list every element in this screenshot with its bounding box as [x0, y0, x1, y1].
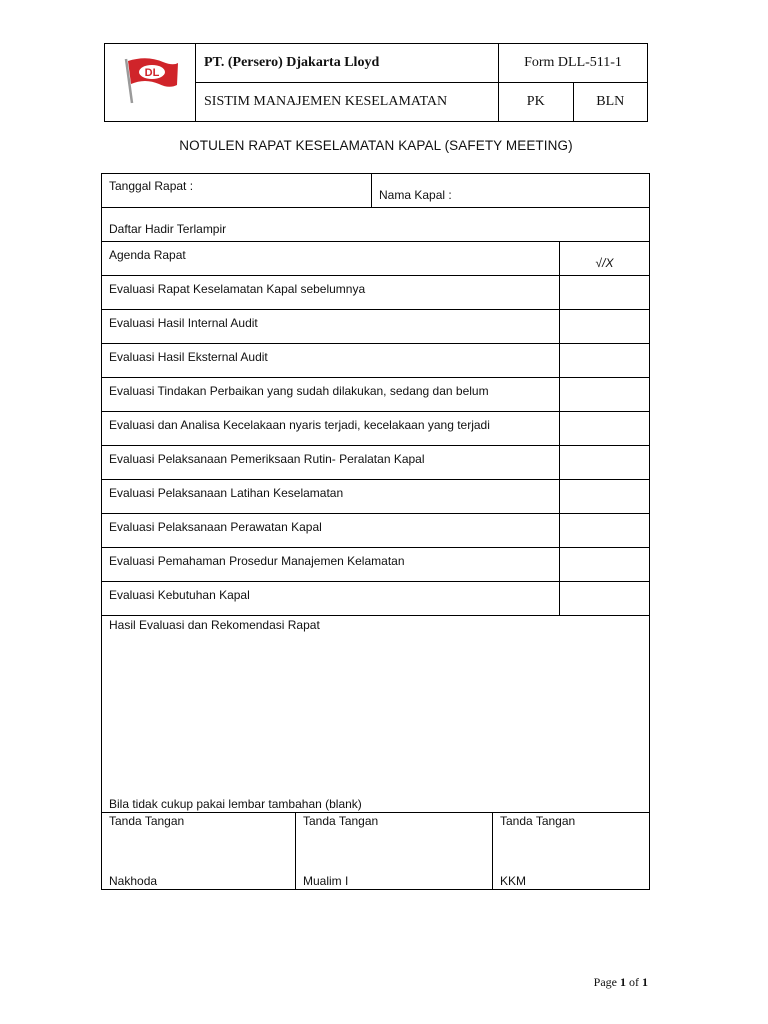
agenda-check-box[interactable]: [560, 514, 649, 547]
signature-label: Tanda Tangan: [109, 814, 185, 828]
form-code: Form DLL-511-1: [499, 44, 648, 83]
djakarta-lloyd-flag-logo: [117, 53, 183, 107]
agenda-check-box[interactable]: [560, 310, 649, 343]
signature-role: KKM: [500, 874, 527, 888]
evaluation-result-area[interactable]: [102, 616, 649, 813]
agenda-check-box[interactable]: [560, 412, 649, 445]
page-total: 1: [642, 975, 648, 989]
agenda-check-box[interactable]: [560, 446, 649, 479]
attendance-label: Daftar Hadir Terlampir: [109, 222, 227, 236]
agenda-check-box[interactable]: [560, 276, 649, 309]
agenda-item: Evaluasi Pelaksanaan Latihan Keselamatan: [102, 480, 560, 513]
signature-kkm[interactable]: [493, 813, 649, 889]
agenda-check-box[interactable]: [560, 582, 649, 615]
agenda-check-box[interactable]: [560, 480, 649, 513]
agenda-item: Evaluasi Rapat Keselamatan Kapal sebelumnya: [102, 276, 560, 309]
ship-name-field[interactable]: Nama Kapal :: [379, 188, 452, 202]
agenda-item: Evaluasi Hasil Eksternal Audit: [102, 344, 560, 377]
signature-label: Tanda Tangan: [500, 814, 576, 828]
agenda-item-row: [102, 378, 649, 412]
company-name: PT. (Persero) Djakarta Lloyd: [196, 44, 499, 83]
signature-nakhoda[interactable]: [102, 813, 296, 889]
evaluation-result-label: Hasil Evaluasi dan Rekomendasi Rapat: [109, 618, 320, 632]
signature-mualim[interactable]: [296, 813, 493, 889]
agenda-item-row: [102, 514, 649, 548]
agenda-item: Evaluasi Kebutuhan Kapal: [102, 582, 560, 615]
agenda-item: Evaluasi Pelaksanaan Perawatan Kapal: [102, 514, 560, 547]
agenda-item: Evaluasi Pemahaman Prosedur Manajemen Kelamatan: [102, 548, 560, 581]
page-current: 1: [620, 975, 626, 989]
agenda-item-row: [102, 310, 649, 344]
svg-text:DL: DL: [144, 67, 160, 79]
agenda-label: Agenda Rapat: [102, 242, 560, 275]
document-header: [104, 43, 648, 122]
company-logo-cell: [105, 44, 196, 122]
agenda-item-row: [102, 548, 649, 582]
agenda-check-box[interactable]: [560, 378, 649, 411]
pk-column: PK: [499, 83, 574, 122]
agenda-check-box[interactable]: [560, 344, 649, 377]
agenda-check-box[interactable]: [560, 548, 649, 581]
meeting-info-row: [102, 174, 649, 208]
of-word: of: [629, 975, 639, 989]
agenda-item-row: [102, 412, 649, 446]
signature-label: Tanda Tangan: [303, 814, 379, 828]
bln-column: BLN: [573, 83, 648, 122]
document-title: NOTULEN RAPAT KESELAMATAN KAPAL (SAFETY MEETING): [179, 138, 573, 153]
management-system-name: SISTIM MANAJEMEN KESELAMATAN: [196, 83, 499, 122]
safety-meeting-form: [101, 173, 650, 890]
agenda-item-row: [102, 276, 649, 310]
agenda-header-row: [102, 242, 649, 276]
agenda-item-row: [102, 480, 649, 514]
agenda-item: Evaluasi dan Analisa Kecelakaan nyaris terjadi, kecelakaan yang terjadi: [102, 412, 560, 445]
signature-role: Mualim I: [303, 874, 349, 888]
agenda-item: Evaluasi Tindakan Perbaikan yang sudah dilakukan, sedang dan belum: [102, 378, 560, 411]
agenda-item-row: [102, 344, 649, 378]
blank-sheet-note: Bila tidak cukup pakai lembar tambahan (blank): [109, 797, 362, 811]
signature-row: [102, 813, 649, 890]
page-word: Page: [593, 975, 617, 989]
agenda-item-row: [102, 582, 649, 616]
attendance-row: [102, 208, 649, 242]
agenda-item: Evaluasi Pelaksanaan Pemeriksaan Rutin- Peralatan Kapal: [102, 446, 560, 479]
agenda-item-row: [102, 446, 649, 480]
signature-role: Nakhoda: [109, 874, 158, 888]
agenda-item: Evaluasi Hasil Internal Audit: [102, 310, 560, 343]
check-column-header: √/X: [595, 256, 614, 270]
page-number: [560, 975, 648, 990]
meeting-date-field[interactable]: Tanggal Rapat :: [102, 174, 372, 207]
